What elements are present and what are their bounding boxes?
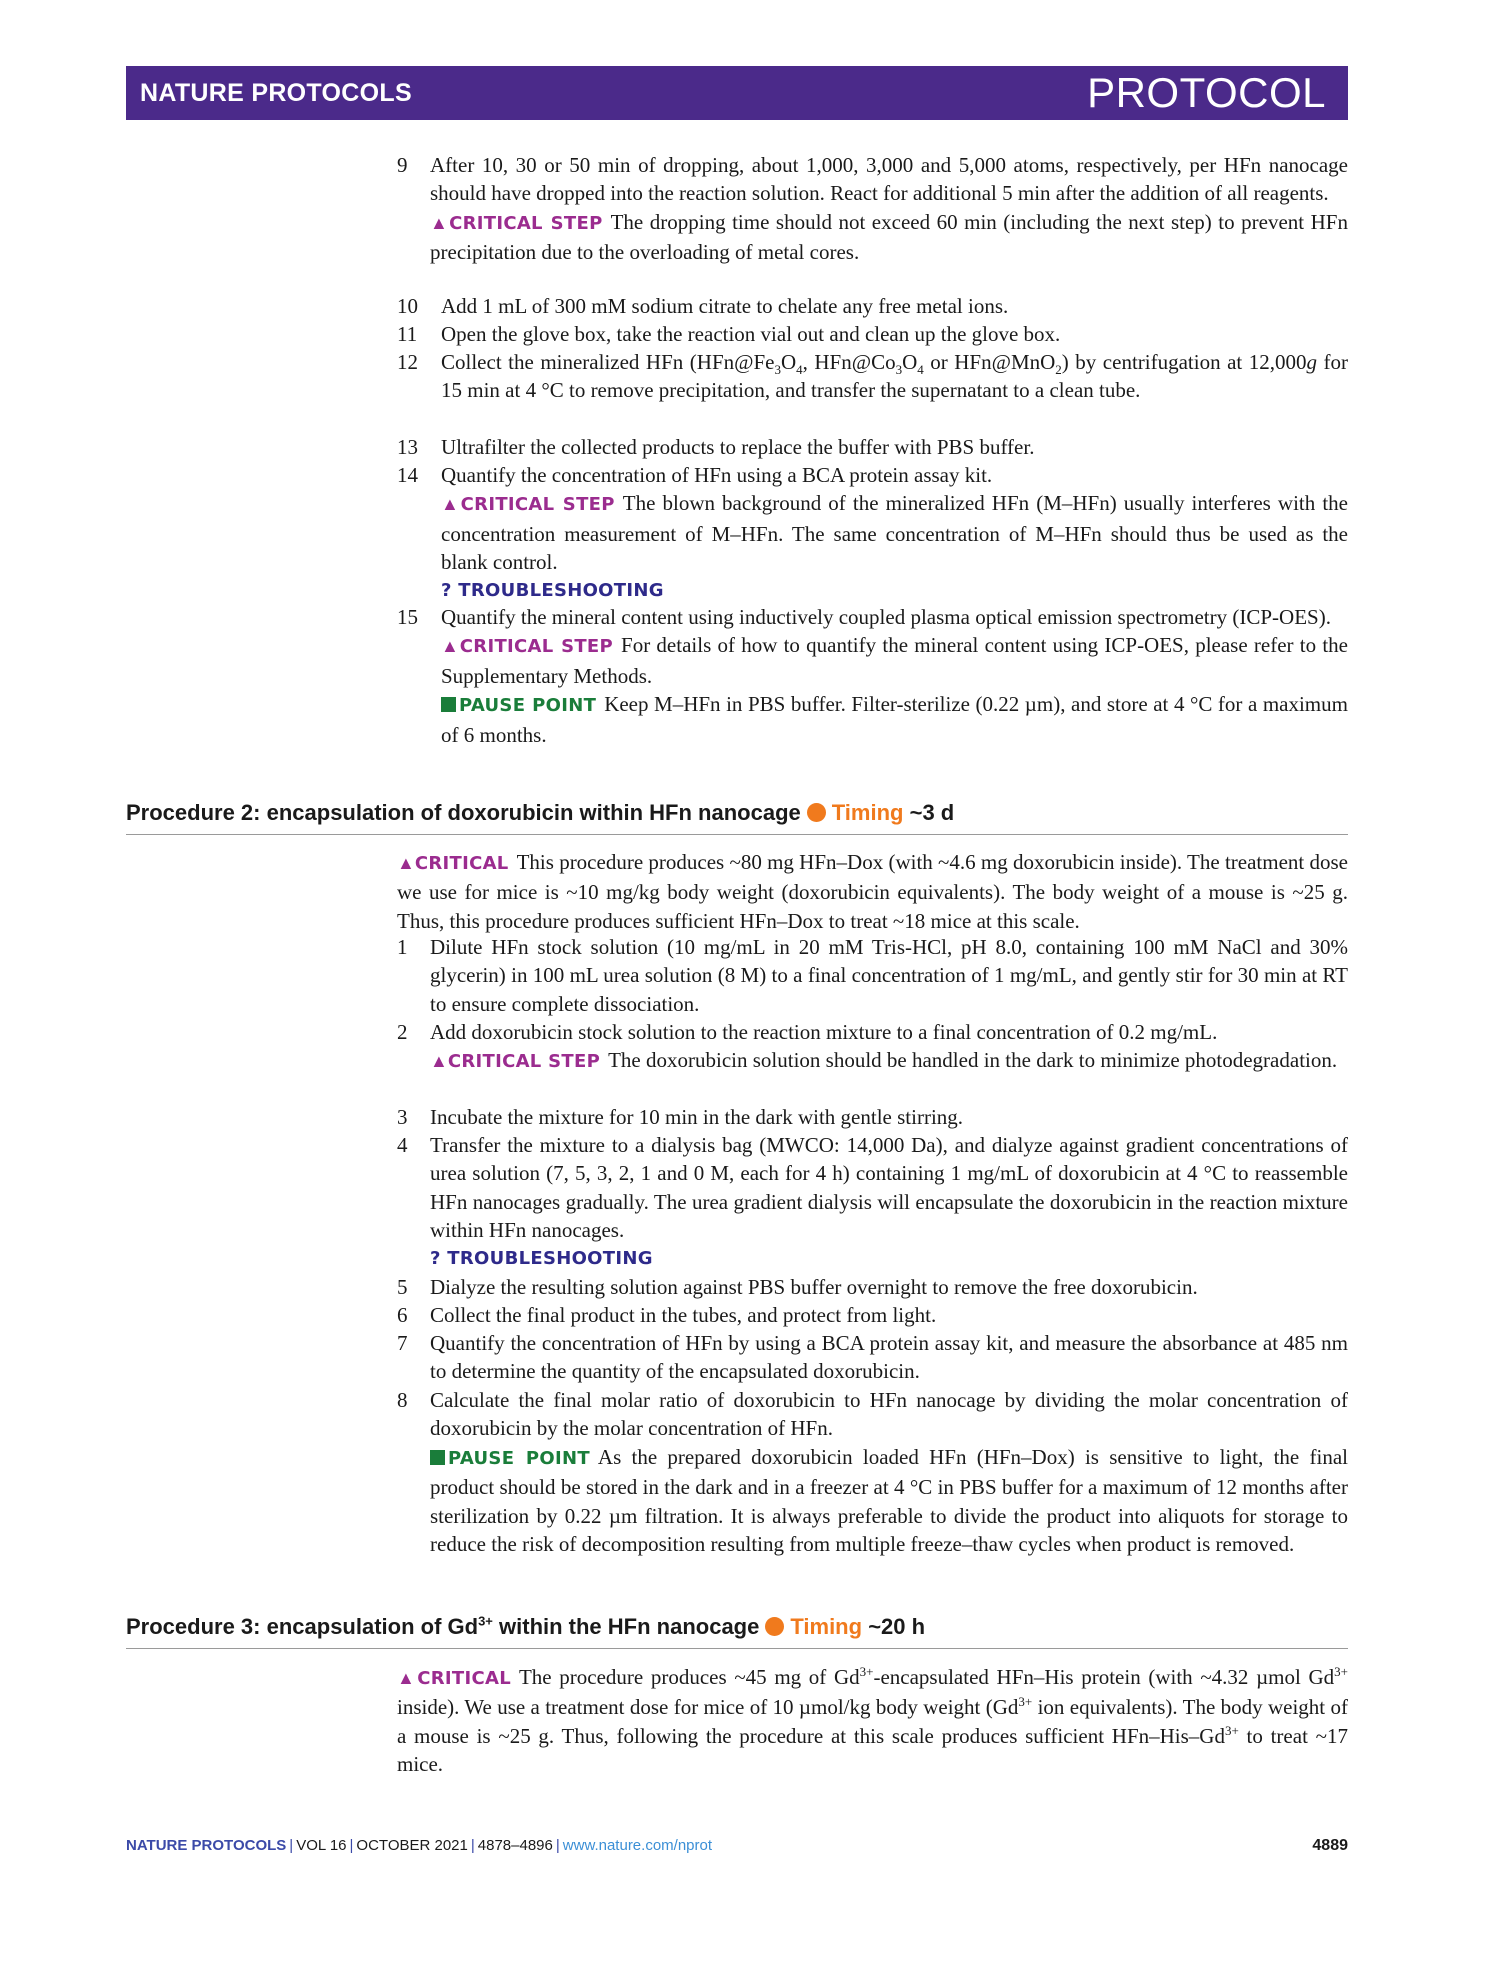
timing-label: Timing	[790, 1614, 863, 1639]
timing-value: ~20 h	[868, 1614, 926, 1639]
section-title: Procedure 3: encapsulation of $Gd^{3+}$ within the HFn nanocage	[126, 1613, 760, 1639]
step-5: Dialyze the resulting solution against PBS buffer overnight to remove the free doxorubicin.	[430, 1275, 1198, 1299]
step-text: After 10, 30 or 50 min of dropping, about 1,000, 3,000 and 5,000 atoms, respectively, per HFn nanocage should have dropped into the reaction solution. React for additional 5 min after the addition of all reagents.	[430, 153, 1348, 206]
step-14	[441, 461, 1348, 605]
critical-step-label: CRITICAL STEP	[459, 636, 614, 658]
pause-point-text: Keep M–HFn in PBS buffer. Filter-sterilize (0.22 µm), and store at 4 °C for a maximum of 6 months.	[441, 692, 1348, 747]
timing-value: ~3 d	[909, 800, 955, 825]
critical-text: This procedure produces ~80 mg HFn–Dox (with ~4.6 mg doxorubicin inside). The treatment dose we use for mice is ~10 mg/kg body weight (doxorubicin equivalents). The body weight of a mouse is ~25 g. Thus, this procedure produces sufficient HFn–Dox to treat ~18 mice at this scale.	[397, 850, 1348, 933]
critical-step-text: The doxorubicin solution should be handled in the dark to minimize photodegradation.	[608, 1048, 1338, 1073]
pause-point-label: PAUSE POINT	[448, 1447, 590, 1469]
critical-triangle-icon: ▲	[397, 853, 415, 873]
timing-label: Timing	[831, 800, 904, 825]
footer-pages: 4878–4896	[477, 1837, 553, 1854]
critical-step-note	[430, 208, 1348, 267]
step-text: Quantify the mineral content using inductively coupled plasma optical emission spectrometry (ICP-OES).	[441, 605, 1331, 629]
step-number: 4	[397, 1133, 408, 1157]
pause-point-note	[430, 1443, 1348, 1559]
step-10: Add 1 mL of 300 mM sodium citrate to chelate any free metal ions.	[441, 294, 1009, 318]
step-6: Collect the final product in the tubes, and protect from light.	[430, 1303, 937, 1327]
step-15	[441, 603, 1348, 749]
procedure-3-heading	[126, 1614, 1348, 1649]
critical-text: The procedure produces ~45 mg of $Gd^{3+}$-encapsulated HFn–His protein (with ~4.32 µmol $Gd^{3+}$ inside). We use a treatment dose for mice of 10 µmol/kg body weight ($Gd^{3+}$ ion equivalents). The body weight of a mouse is ~25 g. Thus, following the procedure at this scale produces sufficient HFn–$His-Gd^{3+}$ to treat ~17 mice.	[397, 1664, 1348, 1777]
critical-step-text: The blown background of the mineralized HFn (M–HFn) usually interferes with the concentration measurement of M–HFn. The same concentration of M–HFn should thus be used as the blank control.	[441, 491, 1348, 575]
pause-point-note	[441, 690, 1348, 749]
step-text: Transfer the mixture to a dialysis bag (MWCO: 14,000 Da), and dialyze against gradient concentrations of urea solution (7, 5, 3, 2, 1 and 0 M, each for 4 h) containing 1 mg/mL of doxorubicin at 4 °C to reassemble HFn nanocages gradually. The urea gradient dialysis will encapsulate the doxorubicin in the reaction mixture within HFn nanocages.	[430, 1133, 1348, 1243]
step-2	[430, 1018, 1348, 1077]
step-number: 12	[397, 350, 418, 374]
critical-triangle-icon: ▲	[441, 636, 460, 657]
page-footer: NATURE PROTOCOLS | VOL 16 | OCTOBER 2021 | 4878–4896 | www.nature.com/nprot 4889	[126, 1837, 1348, 1854]
step-1: Dilute HFn stock solution (10 mg/mL in 20 mM Tris-HCl, pH 8.0, containing 100 mM NaCl and 30% glycerin) in 100 mL urea solution (8 M) to a final concentration of 1 mg/mL, and gently stir for 30 min at RT to ensure complete dissociation.	[430, 935, 1348, 1016]
procedure-2-heading	[126, 800, 1348, 835]
critical-note	[397, 848, 1348, 935]
pause-square-icon	[441, 697, 456, 712]
critical-triangle-icon: ▲	[430, 1051, 448, 1072]
step-number: 5	[397, 1275, 408, 1299]
step-number: 14	[397, 463, 418, 487]
step-number: 9	[397, 153, 408, 177]
article-type: PROTOCOL	[1087, 69, 1326, 116]
step-number: 10	[397, 294, 418, 318]
critical-step-note	[441, 631, 1348, 690]
step-text: Calculate the final molar ratio of doxorubicin to HFn nanocage by dividing the molar concentration of doxorubicin by the molar concentration of HFn.	[430, 1388, 1348, 1441]
timing-dot-icon	[807, 803, 826, 822]
step-number: 1	[397, 935, 408, 959]
step-number: 8	[397, 1388, 408, 1412]
critical-triangle-icon: ▲	[397, 1668, 418, 1688]
critical-note	[397, 1663, 1348, 1779]
journal-header-bar	[126, 66, 1348, 120]
step-11: Open the glove box, take the reaction vial out and clean up the glove box.	[441, 322, 1061, 346]
footer-volume: VOL 16	[296, 1837, 347, 1854]
step-number: 7	[397, 1331, 408, 1355]
pause-point-label: PAUSE POINT	[459, 695, 597, 717]
footer-date: OCTOBER 2021	[356, 1837, 468, 1854]
critical-label: CRITICAL	[414, 853, 509, 874]
footer-url-link[interactable]: www.nature.com/nprot	[562, 1837, 713, 1854]
critical-triangle-icon: ▲	[441, 494, 461, 515]
critical-step-text: The dropping time should not exceed 60 min (including the next step) to prevent HFn precipitation due to the overloading of metal cores.	[430, 209, 1348, 265]
critical-triangle-icon: ▲	[430, 212, 450, 233]
step-text: Add doxorubicin stock solution to the reaction mixture to a final concentration of 0.2 mg/mL.	[430, 1020, 1218, 1044]
section-title: Procedure 2: encapsulation of doxorubicin within HFn nanocage	[126, 800, 801, 825]
journal-name: NATURE PROTOCOLS	[140, 79, 412, 107]
step-number: 2	[397, 1020, 408, 1044]
critical-step-label: CRITICAL STEP	[460, 494, 615, 516]
step-4	[430, 1131, 1348, 1273]
critical-step-note	[430, 1046, 1348, 1076]
critical-label: CRITICAL	[417, 1668, 511, 1689]
critical-step-label: CRITICAL STEP	[449, 212, 603, 234]
critical-step-text: For details of how to quantify the mineral content using ICP-OES, please refer to the Supplementary Methods.	[441, 633, 1348, 688]
step-12: Collect the mineralized HFn ($HFn@Fe_3O_4$, $HFn@Co_3O_4$ or HFn@MnO$_2$) by centrifugation at 12,000g for 15 min at 4 °C to remove precipitation, and transfer the supernatant to a clean tube.	[441, 350, 1348, 403]
step-9	[430, 151, 1348, 267]
step-7: Quantify the concentration of HFn by using a BCA protein assay kit, and measure the absorbance at 485 nm to determine the quantity of the encapsulated doxorubicin.	[430, 1331, 1348, 1384]
step-number: 6	[397, 1303, 408, 1327]
troubleshooting-link[interactable]: ? TROUBLESHOOTING	[441, 579, 664, 601]
critical-step-note	[441, 489, 1348, 576]
step-13: Ultrafilter the collected products to replace the buffer with PBS buffer.	[441, 435, 1035, 459]
critical-step-label: CRITICAL STEP	[447, 1051, 601, 1073]
pause-point-text: As the prepared doxorubicin loaded HFn (HFn–Dox) is sensitive to light, the final product should be stored in the dark and in a freezer at 4 °C in PBS buffer for a maximum of 12 months after sterilization by 0.22 µm filtration. It is always preferable to divide the product into aliquots for storage to reduce the risk of decomposition resulting from multiple freeze–thaw cycles when product is removed.	[430, 1444, 1348, 1557]
step-8	[430, 1386, 1348, 1558]
step-3: Incubate the mixture for 10 min in the dark with gentle stirring.	[430, 1105, 964, 1129]
footer-journal: NATURE PROTOCOLS	[126, 1837, 287, 1854]
step-number: 15	[397, 605, 418, 629]
troubleshooting-link[interactable]: ? TROUBLESHOOTING	[430, 1247, 653, 1269]
step-number: 11	[397, 322, 418, 346]
page-number: 4889	[1312, 1837, 1348, 1854]
timing-dot-icon	[765, 1617, 784, 1636]
step-text: Quantify the concentration of HFn using a BCA protein assay kit.	[441, 463, 993, 487]
step-number: 3	[397, 1105, 408, 1129]
step-number: 13	[397, 435, 418, 459]
pause-square-icon	[430, 1450, 445, 1465]
